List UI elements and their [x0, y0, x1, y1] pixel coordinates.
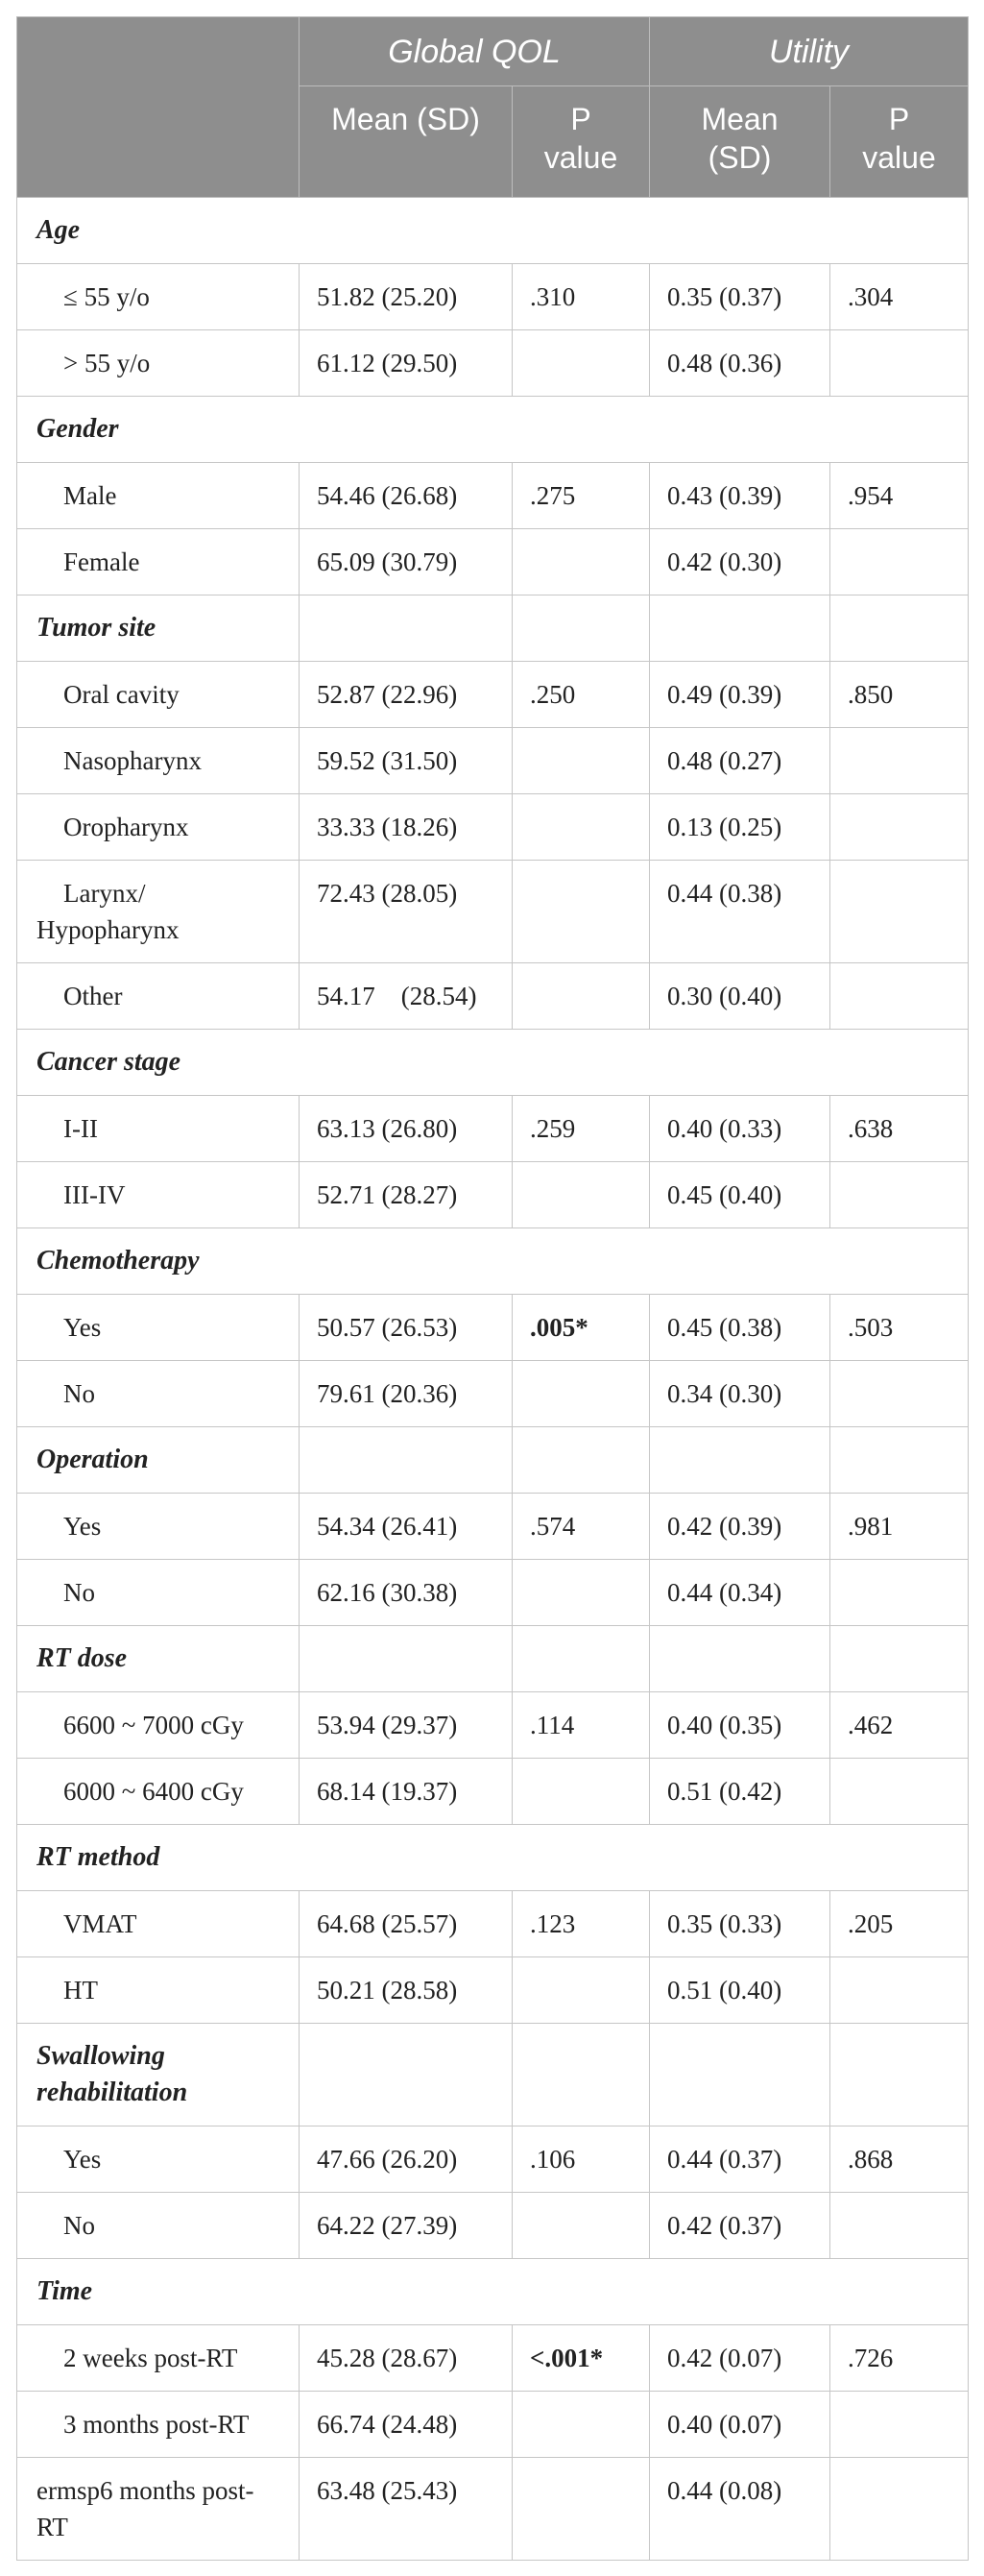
row-label-cell: [17, 1494, 300, 1560]
global-qol-mean-cell: 63.48 (25.43): [300, 2458, 513, 2561]
global-qol-p-value-cell: [513, 529, 650, 595]
row-label: III-IV: [63, 1180, 126, 1209]
section-row: [17, 1825, 969, 1891]
row-label-cell: [17, 1361, 300, 1427]
global-qol-p-value-cell: [513, 963, 650, 1030]
utility-p-value-cell: [830, 1162, 969, 1228]
table-row: [17, 330, 969, 397]
table-row: [17, 963, 969, 1030]
table-row: [17, 1361, 969, 1427]
utility-p-value-cell: [830, 2458, 969, 2561]
utility-mean-cell: 0.48 (0.27): [650, 728, 830, 794]
section-label: RT method: [36, 1842, 160, 1872]
global-qol-mean-cell: 68.14 (19.37): [300, 1759, 513, 1825]
header-utility-p-value: [830, 86, 969, 198]
section-label: RT dose: [36, 1643, 128, 1673]
utility-p-value-cell: [830, 2392, 969, 2458]
global-qol-p-value-cell: .123: [513, 1891, 650, 1957]
section-row: [17, 1626, 969, 1692]
row-label: Other: [63, 982, 123, 1010]
row-label-cell: [17, 963, 300, 1030]
row-label-cell: [17, 1759, 300, 1825]
global-qol-p-value-cell: .005*: [513, 1295, 650, 1361]
row-label: 6000 ~ 6400 cGy: [63, 1777, 244, 1806]
empty-cell: [650, 2024, 830, 2126]
section-row: [17, 198, 969, 264]
utility-mean-cell: 0.44 (0.34): [650, 1560, 830, 1626]
row-label: Larynx/ Hypopharynx: [36, 879, 180, 944]
table-row: [17, 1759, 969, 1825]
header-group-row: [17, 17, 969, 86]
section-label: Gender: [36, 414, 119, 444]
global-qol-p-value-cell: [513, 2392, 650, 2458]
empty-cell: [830, 1626, 969, 1692]
row-label-cell: [17, 2126, 300, 2193]
utility-p-value-cell: .503: [830, 1295, 969, 1361]
table-row: [17, 728, 969, 794]
global-qol-mean-cell: 54.17 (28.54): [300, 963, 513, 1030]
empty-cell: [650, 1427, 830, 1494]
section-label-cell: [17, 1228, 969, 1295]
section-label: Time: [36, 2276, 93, 2306]
utility-p-value-cell: .726: [830, 2325, 969, 2392]
utility-mean-cell: 0.51 (0.42): [650, 1759, 830, 1825]
global-qol-mean-cell: 53.94 (29.37): [300, 1692, 513, 1759]
global-qol-p-value-cell: .574: [513, 1494, 650, 1560]
global-qol-mean-cell: 63.13 (26.80): [300, 1096, 513, 1162]
section-label: Operation: [36, 1445, 149, 1474]
utility-mean-cell: 0.43 (0.39): [650, 463, 830, 529]
header-utility-p-value-label: P value: [862, 102, 936, 175]
row-label-cell: [17, 794, 300, 861]
header-utility: Utility: [650, 17, 969, 86]
section-row: [17, 2024, 969, 2126]
section-label: Swallowing rehabilitation: [36, 2041, 188, 2107]
utility-p-value-cell: [830, 2193, 969, 2259]
section-label: Age: [36, 215, 81, 245]
table-row: [17, 1494, 969, 1560]
utility-p-value-cell: [830, 728, 969, 794]
utility-mean-cell: 0.34 (0.30): [650, 1361, 830, 1427]
global-qol-mean-cell: 52.71 (28.27): [300, 1162, 513, 1228]
header-utility-mean-label: Mean (SD): [701, 102, 779, 175]
section-label: Chemotherapy: [36, 1246, 200, 1276]
utility-p-value-cell: .205: [830, 1891, 969, 1957]
row-label: Yes: [63, 1313, 102, 1342]
global-qol-mean-cell: 51.82 (25.20): [300, 264, 513, 330]
row-label: No: [63, 1578, 95, 1607]
utility-p-value-cell: .462: [830, 1692, 969, 1759]
row-label: 6600 ~ 7000 cGy: [63, 1711, 244, 1739]
utility-p-value-cell: [830, 529, 969, 595]
section-row: [17, 1030, 969, 1096]
utility-p-value-cell: [830, 1957, 969, 2024]
section-row: [17, 2259, 969, 2325]
global-qol-p-value-cell: .250: [513, 662, 650, 728]
utility-mean-cell: 0.42 (0.30): [650, 529, 830, 595]
global-qol-mean-cell: 54.34 (26.41): [300, 1494, 513, 1560]
table-row: [17, 794, 969, 861]
global-qol-mean-cell: 62.16 (30.38): [300, 1560, 513, 1626]
row-label: Nasopharynx: [63, 746, 202, 775]
section-label-cell: [17, 1427, 300, 1494]
global-qol-p-value-cell: [513, 861, 650, 963]
section-label-cell: [17, 2024, 300, 2126]
utility-mean-cell: 0.42 (0.07): [650, 2325, 830, 2392]
table-body: [17, 198, 969, 2561]
global-qol-p-value-cell: .106: [513, 2126, 650, 2193]
global-qol-mean-cell: 45.28 (28.67): [300, 2325, 513, 2392]
results-table: [16, 16, 969, 2561]
table-row: [17, 529, 969, 595]
row-label-cell: [17, 1692, 300, 1759]
empty-cell: [513, 1626, 650, 1692]
row-label: Oropharynx: [63, 813, 189, 841]
global-qol-p-value-cell: .114: [513, 1692, 650, 1759]
section-row: [17, 397, 969, 463]
empty-cell: [830, 595, 969, 662]
global-qol-mean-cell: 79.61 (20.36): [300, 1361, 513, 1427]
table-row: [17, 1162, 969, 1228]
section-label: Tumor site: [36, 613, 156, 643]
utility-p-value-cell: [830, 1361, 969, 1427]
utility-p-value-cell: [830, 861, 969, 963]
utility-mean-cell: 0.44 (0.08): [650, 2458, 830, 2561]
global-qol-p-value-cell: .310: [513, 264, 650, 330]
row-label-cell: [17, 1560, 300, 1626]
global-qol-p-value-cell: [513, 1361, 650, 1427]
row-label-cell: [17, 1957, 300, 2024]
row-label: 2 weeks post-RT: [63, 2344, 238, 2372]
table-row: [17, 2193, 969, 2259]
utility-mean-cell: 0.44 (0.38): [650, 861, 830, 963]
header-qol-p-value-label: P value: [543, 102, 618, 175]
row-label-cell: [17, 264, 300, 330]
section-label: Cancer stage: [36, 1047, 181, 1077]
row-label-cell: [17, 529, 300, 595]
global-qol-mean-cell: 52.87 (22.96): [300, 662, 513, 728]
header-qol-mean: [300, 86, 513, 198]
utility-mean-cell: 0.48 (0.36): [650, 330, 830, 397]
row-label: HT: [63, 1976, 98, 2005]
table-row: [17, 2325, 969, 2392]
section-row: [17, 1228, 969, 1295]
row-label: No: [63, 1379, 95, 1408]
table-row: [17, 1560, 969, 1626]
row-label-cell: [17, 2458, 300, 2561]
utility-p-value-cell: [830, 794, 969, 861]
empty-cell: [830, 1427, 969, 1494]
global-qol-p-value-cell: [513, 1957, 650, 2024]
global-qol-mean-cell: 72.43 (28.05): [300, 861, 513, 963]
empty-cell: [300, 1427, 513, 1494]
row-label: VMAT: [63, 1909, 137, 1938]
utility-p-value-cell: [830, 1759, 969, 1825]
row-label: Male: [63, 481, 117, 510]
row-label-cell: [17, 2193, 300, 2259]
header-corner: [17, 17, 300, 198]
header-global-qol: Global QOL: [300, 17, 650, 86]
empty-cell: [300, 1626, 513, 1692]
utility-mean-cell: 0.40 (0.07): [650, 2392, 830, 2458]
table-row: [17, 662, 969, 728]
utility-mean-cell: 0.42 (0.37): [650, 2193, 830, 2259]
empty-cell: [513, 2024, 650, 2126]
global-qol-mean-cell: 33.33 (18.26): [300, 794, 513, 861]
row-label: > 55 y/o: [63, 349, 151, 377]
section-label-cell: [17, 2259, 969, 2325]
row-label-cell: [17, 1295, 300, 1361]
section-label-cell: [17, 595, 300, 662]
header-qol-mean-label: Mean (SD): [331, 102, 480, 136]
global-qol-mean-cell: 47.66 (26.20): [300, 2126, 513, 2193]
utility-p-value-cell: .868: [830, 2126, 969, 2193]
empty-cell: [513, 1427, 650, 1494]
global-qol-p-value-cell: [513, 794, 650, 861]
table-row: [17, 1957, 969, 2024]
row-label: No: [63, 2211, 95, 2240]
empty-cell: [830, 2024, 969, 2126]
utility-mean-cell: 0.35 (0.33): [650, 1891, 830, 1957]
row-label-cell: [17, 330, 300, 397]
row-label-cell: [17, 1162, 300, 1228]
section-label-cell: [17, 1626, 300, 1692]
utility-mean-cell: 0.42 (0.39): [650, 1494, 830, 1560]
header-qol-p-value: [513, 86, 650, 198]
global-qol-p-value-cell: [513, 1560, 650, 1626]
row-label-cell: [17, 662, 300, 728]
global-qol-p-value-cell: [513, 728, 650, 794]
global-qol-mean-cell: 59.52 (31.50): [300, 728, 513, 794]
utility-mean-cell: 0.44 (0.37): [650, 2126, 830, 2193]
global-qol-mean-cell: 50.57 (26.53): [300, 1295, 513, 1361]
table-row: [17, 1096, 969, 1162]
global-qol-p-value-cell: .275: [513, 463, 650, 529]
global-qol-mean-cell: 50.21 (28.58): [300, 1957, 513, 2024]
utility-mean-cell: 0.13 (0.25): [650, 794, 830, 861]
section-label-cell: [17, 198, 969, 264]
utility-mean-cell: 0.51 (0.40): [650, 1957, 830, 2024]
table-row: [17, 1295, 969, 1361]
global-qol-p-value-cell: [513, 330, 650, 397]
section-label-cell: [17, 1030, 969, 1096]
table-row: [17, 2126, 969, 2193]
utility-mean-cell: 0.45 (0.38): [650, 1295, 830, 1361]
utility-p-value-cell: [830, 963, 969, 1030]
section-label-cell: [17, 1825, 969, 1891]
row-label-cell: [17, 728, 300, 794]
utility-p-value-cell: [830, 1560, 969, 1626]
row-label: Female: [63, 547, 140, 576]
global-qol-p-value-cell: [513, 2193, 650, 2259]
utility-mean-cell: 0.35 (0.37): [650, 264, 830, 330]
row-label: 3 months post-RT: [63, 2410, 250, 2439]
table-row: [17, 2458, 969, 2561]
table-container: [16, 16, 968, 2561]
global-qol-p-value-cell: [513, 2458, 650, 2561]
row-label-cell: [17, 1891, 300, 1957]
global-qol-p-value-cell: .259: [513, 1096, 650, 1162]
row-label: Yes: [63, 1512, 102, 1541]
row-label: ≤ 55 y/o: [63, 282, 150, 311]
utility-mean-cell: 0.40 (0.33): [650, 1096, 830, 1162]
global-qol-mean-cell: 64.22 (27.39): [300, 2193, 513, 2259]
global-qol-mean-cell: 54.46 (26.68): [300, 463, 513, 529]
utility-mean-cell: 0.45 (0.40): [650, 1162, 830, 1228]
table-row: [17, 2392, 969, 2458]
utility-p-value-cell: .954: [830, 463, 969, 529]
global-qol-mean-cell: 61.12 (29.50): [300, 330, 513, 397]
global-qol-mean-cell: 66.74 (24.48): [300, 2392, 513, 2458]
section-row: [17, 1427, 969, 1494]
table-row: [17, 861, 969, 963]
row-label: Oral cavity: [63, 680, 180, 709]
table-row: [17, 463, 969, 529]
utility-p-value-cell: .638: [830, 1096, 969, 1162]
row-label: ermsp6 months post-RT: [36, 2476, 254, 2541]
row-label-cell: [17, 861, 300, 963]
row-label-cell: [17, 2392, 300, 2458]
table-row: [17, 264, 969, 330]
utility-mean-cell: 0.30 (0.40): [650, 963, 830, 1030]
table-row: [17, 1891, 969, 1957]
utility-p-value-cell: .850: [830, 662, 969, 728]
utility-p-value-cell: [830, 330, 969, 397]
global-qol-mean-cell: 64.68 (25.57): [300, 1891, 513, 1957]
utility-p-value-cell: .304: [830, 264, 969, 330]
utility-mean-cell: 0.49 (0.39): [650, 662, 830, 728]
table-header: [17, 17, 969, 198]
table-row: [17, 1692, 969, 1759]
row-label-cell: [17, 463, 300, 529]
empty-cell: [513, 595, 650, 662]
global-qol-mean-cell: 65.09 (30.79): [300, 529, 513, 595]
global-qol-p-value-cell: <.001*: [513, 2325, 650, 2392]
global-qol-p-value-cell: [513, 1759, 650, 1825]
section-label-cell: [17, 397, 969, 463]
empty-cell: [300, 595, 513, 662]
utility-mean-cell: 0.40 (0.35): [650, 1692, 830, 1759]
empty-cell: [300, 2024, 513, 2126]
global-qol-p-value-cell: [513, 1162, 650, 1228]
row-label-cell: [17, 2325, 300, 2392]
empty-cell: [650, 595, 830, 662]
section-row: [17, 595, 969, 662]
empty-cell: [650, 1626, 830, 1692]
row-label: Yes: [63, 2145, 102, 2174]
utility-p-value-cell: .981: [830, 1494, 969, 1560]
header-utility-mean: [650, 86, 830, 198]
row-label: I-II: [63, 1114, 98, 1143]
row-label-cell: [17, 1096, 300, 1162]
